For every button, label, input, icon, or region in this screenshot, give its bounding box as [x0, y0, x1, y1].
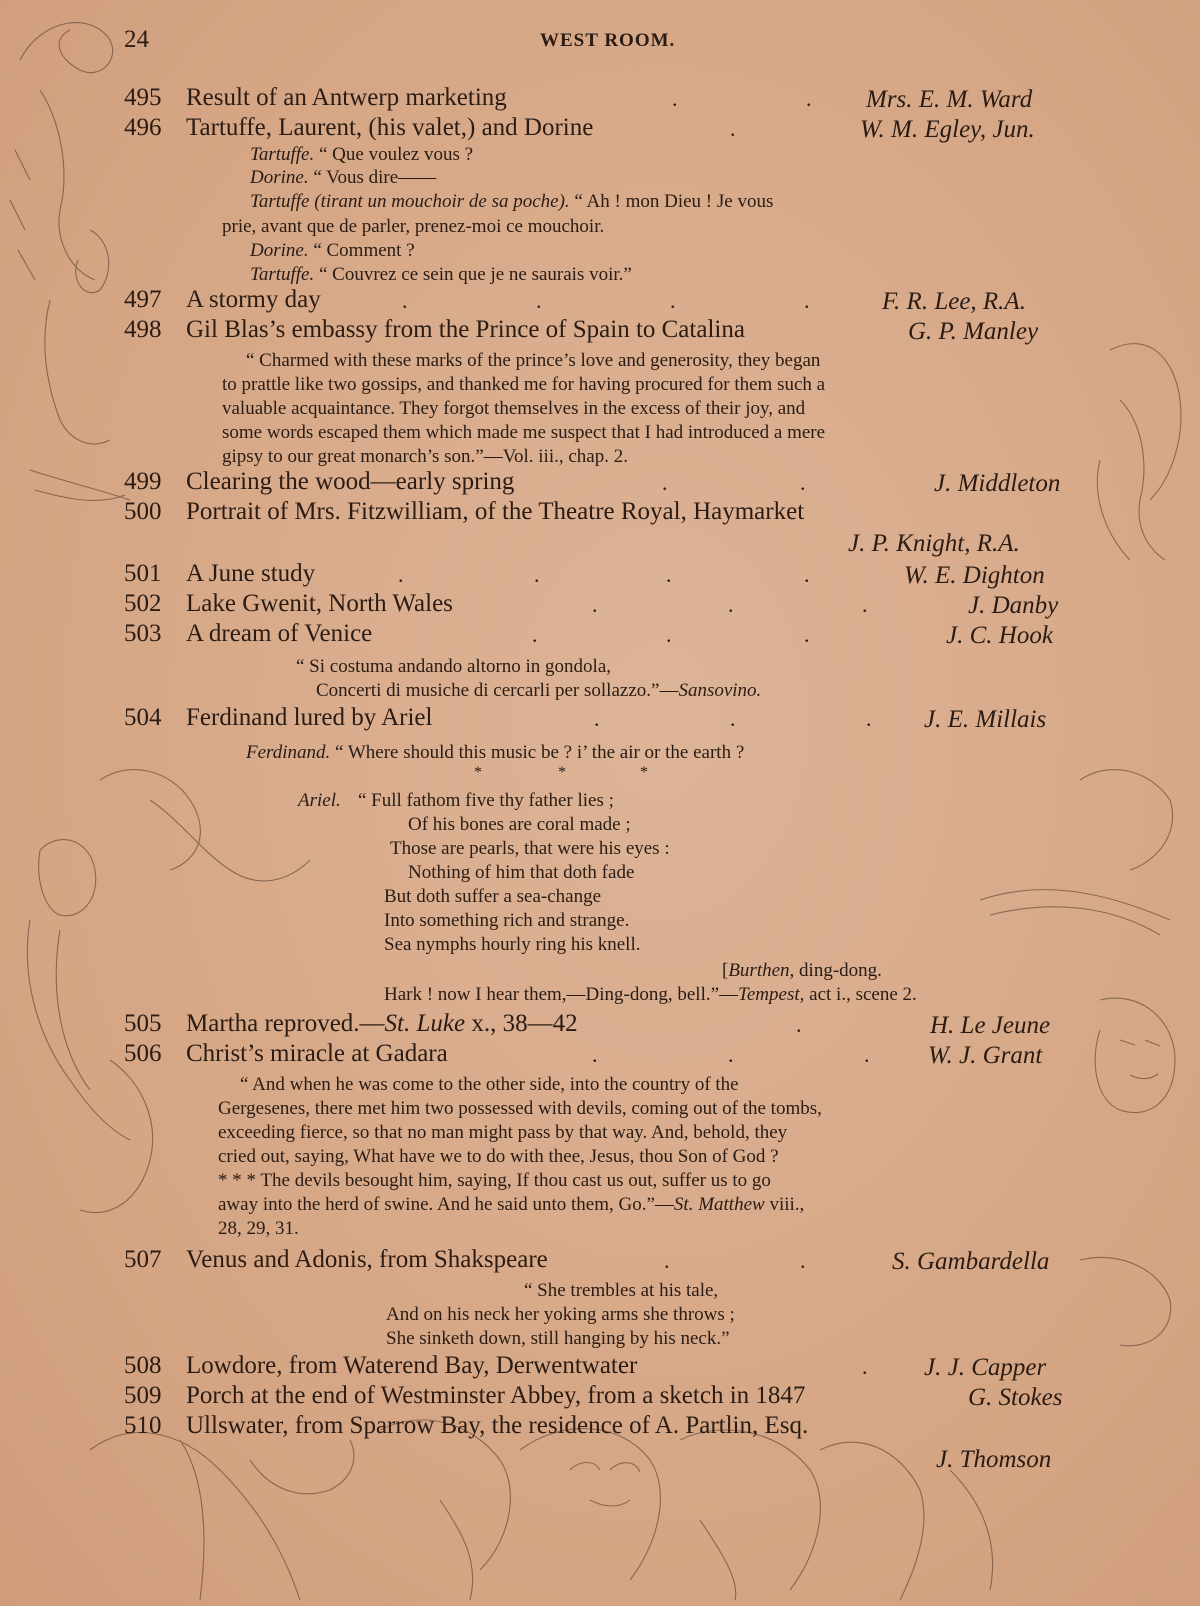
leader-dot: . — [730, 116, 736, 141]
quote-line: “ Si costuma andando altorno in gondola, — [296, 656, 612, 677]
entry-title: Venus and Adonis, from Shakspeare — [186, 1246, 548, 1273]
entry-artist: W. E. Dighton — [904, 562, 1045, 589]
verse-line: And on his neck her yoking arms she throws ; — [386, 1304, 735, 1325]
entry-title: Tartuffe, Laurent, (his valet,) and Dorine — [186, 114, 594, 141]
leader-dot: . — [592, 592, 598, 617]
entry-number: 496 — [124, 114, 162, 141]
entry-number: 506 — [124, 1040, 162, 1067]
entry-number: 495 — [124, 84, 162, 111]
leader-dot: . — [730, 706, 736, 731]
entry-title: A June study — [186, 560, 316, 587]
room-heading: WEST ROOM. — [540, 30, 676, 51]
entry-number: 498 — [124, 316, 162, 343]
quote-line: Tartuffe. “ Que voulez vous ? — [250, 144, 474, 165]
leader-dot: . — [862, 592, 868, 617]
entry-title: Porch at the end of Westminster Abbey, from a sketch in 1847 — [186, 1382, 806, 1409]
speaker-label: Ariel. — [298, 790, 341, 811]
entry-title: Ullswater, from Sparrow Bay, the residence of A. Partlin, Esq. — [186, 1412, 809, 1439]
quote-line: * * * The devils besought him, saying, If thou cast us out, suffer us to go — [218, 1170, 771, 1191]
entry-number: 507 — [124, 1246, 162, 1273]
entry-artist: Mrs. E. M. Ward — [866, 86, 1033, 113]
verse-line: Hark ! now I hear them,—Ding-dong, bell.”—Tempest, act i., scene 2. — [384, 984, 917, 1005]
leader-dot: . — [800, 470, 806, 495]
verse-line: Those are pearls, that were his eyes : — [390, 838, 670, 859]
asterisk: * — [640, 764, 648, 781]
entry-title: Christ’s miracle at Gadara — [186, 1040, 448, 1067]
entry-number: 501 — [124, 560, 162, 587]
quote-line: away into the herd of swine. And he said unto them, Go.”—St. Matthew viii., — [218, 1194, 805, 1215]
leader-dot: . — [800, 1248, 806, 1273]
entry-artist: J. Thomson — [936, 1446, 1052, 1473]
entry-number: 509 — [124, 1382, 162, 1409]
quote-line: Ferdinand. “ Where should this music be ? i’ the air or the earth ? — [246, 742, 745, 763]
leader-dot: . — [728, 592, 734, 617]
quote-line: valuable acquaintance. They forgot themselves in the excess of their joy, and — [222, 398, 806, 419]
entry-title: Result of an Antwerp marketing — [186, 84, 507, 111]
entry-number: 508 — [124, 1352, 162, 1379]
entry-number: 502 — [124, 590, 162, 617]
entry-title: Martha reproved.—St. Luke x., 38—42 — [186, 1010, 578, 1037]
entry-artist: J. P. Knight, R.A. — [848, 530, 1020, 557]
entry-artist: J. J. Capper — [924, 1354, 1047, 1381]
quote-line: Dorine. “ Comment ? — [250, 240, 415, 261]
entry-artist: G. P. Manley — [908, 318, 1039, 345]
asterisk: * — [558, 764, 566, 781]
leader-dot: . — [592, 1042, 598, 1067]
leader-dot: . — [666, 622, 672, 647]
leader-dot: . — [532, 622, 538, 647]
entry-title: Clearing the wood—early spring — [186, 468, 515, 495]
entry-title: Lake Gwenit, North Wales — [186, 590, 453, 617]
entry-title: Ferdinand lured by Ariel — [186, 704, 433, 731]
stage-direction: [Burthen, ding-dong. — [722, 960, 882, 981]
entry-artist: J. C. Hook — [946, 622, 1053, 649]
entry-title: Gil Blas’s embassy from the Prince of Spain to Catalina — [186, 316, 745, 343]
quote-line: Tartuffe (tirant un mouchoir de sa poche). “ Ah ! mon Dieu ! Je vous — [250, 191, 774, 212]
asterisk: * — [474, 764, 482, 781]
quote-line: “ And when he was come to the other side, into the country of the — [240, 1074, 739, 1095]
quote-line: Gergesenes, there met him two possessed with devils, coming out of the tombs, — [218, 1098, 822, 1119]
quote-line: “ Charmed with these marks of the prince’s love and generosity, they began — [246, 350, 821, 371]
verse-line: “ She trembles at his tale, — [524, 1280, 719, 1301]
entry-number: 503 — [124, 620, 162, 647]
verse-line: Nothing of him that doth fade — [408, 862, 635, 883]
verse-line: “ Full fathom five thy father lies ; — [358, 790, 614, 811]
leader-dot: . — [862, 1354, 868, 1379]
quote-line: exceeding fierce, so that no man might pass by that way. And, behold, they — [218, 1122, 788, 1143]
entry-number: 505 — [124, 1010, 162, 1037]
entry-number: 500 — [124, 498, 162, 525]
entry-artist: W. J. Grant — [928, 1042, 1043, 1069]
leader-dot: . — [804, 622, 810, 647]
leader-dot: . — [672, 86, 678, 111]
quote-line: cried out, saying, What have we to do with thee, Jesus, thou Son of God ? — [218, 1146, 779, 1167]
entry-artist: F. R. Lee, R.A. — [882, 288, 1026, 315]
entry-title: A dream of Venice — [186, 620, 373, 647]
quote-line: Tartuffe. “ Couvrez ce sein que je ne saurais voir.” — [250, 264, 632, 285]
entry-artist: J. Middleton — [934, 470, 1061, 497]
entry-title: Portrait of Mrs. Fitzwilliam, of the Theatre Royal, Haymarket — [186, 498, 805, 525]
quote-line: Concerti di musiche di cercarli per sollazzo.”—Sansovino. — [316, 680, 762, 701]
entry-number: 497 — [124, 286, 162, 313]
leader-dot: . — [398, 562, 404, 587]
leader-dot: . — [804, 562, 810, 587]
entry-number: 499 — [124, 468, 162, 495]
page-number: 24 — [124, 26, 149, 53]
leader-dot: . — [806, 86, 812, 111]
quote-line: to prattle like two gossips, and thanked me for having procured for them such a — [222, 374, 826, 395]
leader-dot: . — [536, 288, 542, 313]
leader-dot: . — [728, 1042, 734, 1067]
leader-dot: . — [664, 1248, 670, 1273]
entry-artist: J. E. Millais — [924, 706, 1047, 733]
leader-dot: . — [534, 562, 540, 587]
verse-line: She sinketh down, still hanging by his neck.” — [386, 1328, 730, 1349]
verse-line: But doth suffer a sea-change — [384, 886, 602, 907]
verse-line: Sea nymphs hourly ring his knell. — [384, 934, 641, 955]
entry-title: Lowdore, from Waterend Bay, Derwentwater — [186, 1352, 638, 1379]
entry-artist: S. Gambardella — [892, 1248, 1050, 1275]
quote-line: Dorine. “ Vous dire—— — [250, 167, 437, 188]
verse-line: Into something rich and strange. — [384, 910, 630, 931]
entry-title: A stormy day — [186, 286, 321, 313]
entry-artist: W. M. Egley, Jun. — [860, 116, 1035, 143]
quote-line: prie, avant que de parler, prenez-moi ce mouchoir. — [222, 216, 605, 237]
leader-dot: . — [670, 288, 676, 313]
leader-dot: . — [796, 1012, 802, 1037]
entry-number: 504 — [124, 704, 162, 731]
leader-dot: . — [402, 288, 408, 313]
quote-line: gipsy to our great monarch’s son.”—Vol. iii., chap. 2. — [222, 446, 628, 467]
leader-dot: . — [662, 470, 668, 495]
verse-line: Of his bones are coral made ; — [408, 814, 631, 835]
leader-dot: . — [804, 288, 810, 313]
leader-dot: . — [866, 706, 872, 731]
entry-artist: G. Stokes — [968, 1384, 1063, 1411]
leader-dot: . — [666, 562, 672, 587]
quote-line: some words escaped them which made me suspect that I had introduced a mere — [222, 422, 826, 443]
entry-number: 510 — [124, 1412, 162, 1439]
leader-dot: . — [594, 706, 600, 731]
leader-dot: . — [864, 1042, 870, 1067]
entry-artist: H. Le Jeune — [930, 1012, 1051, 1039]
entry-artist: J. Danby — [968, 592, 1059, 619]
quote-line: 28, 29, 31. — [218, 1218, 299, 1239]
